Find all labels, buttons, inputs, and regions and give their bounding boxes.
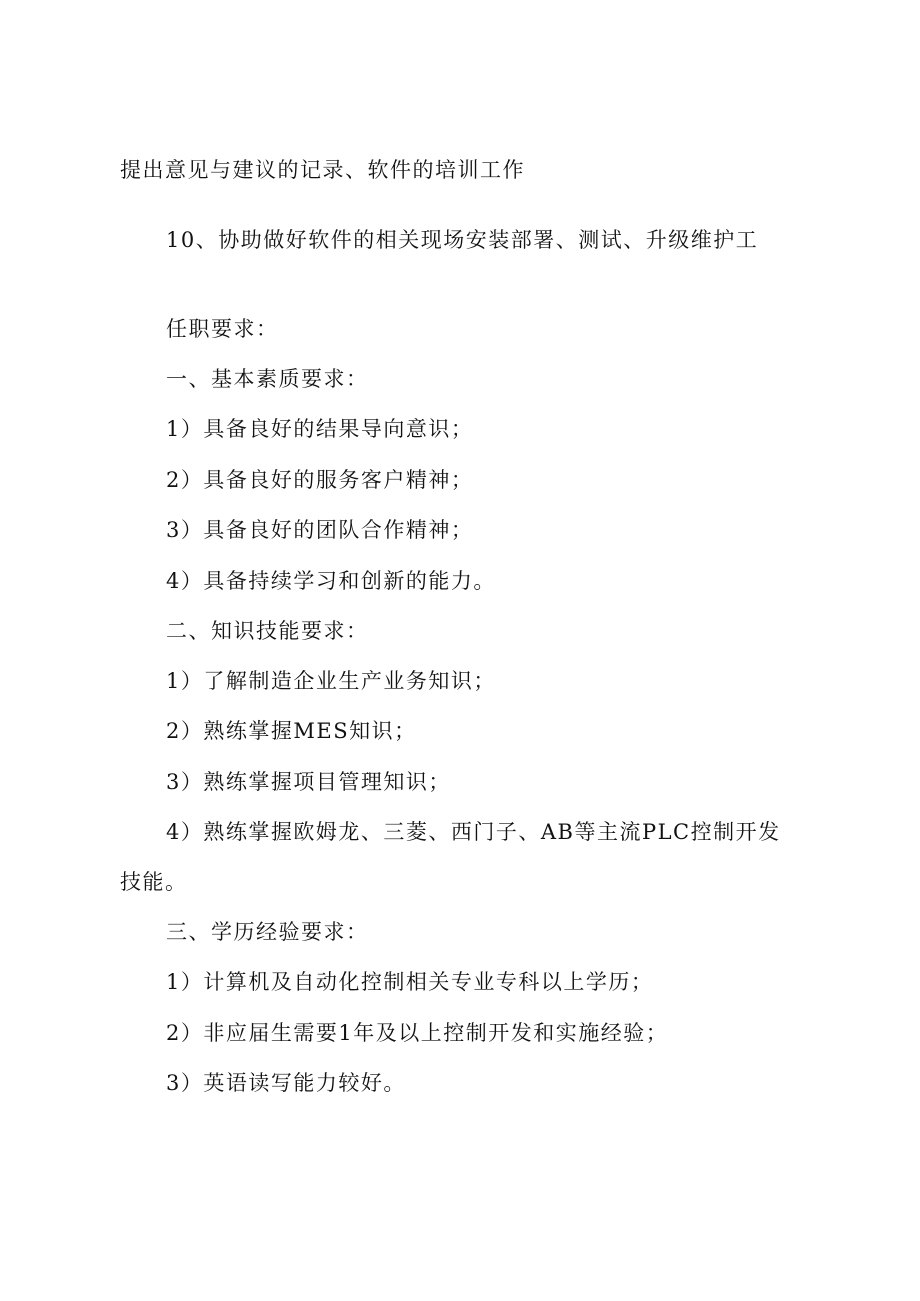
paragraph-line: 10、协助做好软件的相关现场安装部署、测试、升级维护工 — [166, 228, 759, 252]
section-heading: 三、学历经验要求： — [166, 920, 369, 944]
list-item-continuation: 技能。 — [120, 870, 188, 894]
list-item: 3）熟练掌握项目管理知识； — [166, 770, 451, 794]
list-item: 3）英语读写能力较好。 — [166, 1071, 406, 1095]
list-item: 1）了解制造企业生产业务知识； — [166, 669, 496, 693]
list-item: 1）具备良好的结果导向意识； — [166, 417, 474, 441]
list-item: 2）具备良好的服务客户精神； — [166, 468, 474, 492]
paragraph-line: 提出意见与建议的记录、软件的培训工作 — [120, 158, 525, 182]
section-heading: 任职要求： — [166, 317, 279, 341]
list-item: 2）非应届生需要1年及以上控制开发和实施经验； — [166, 1021, 669, 1045]
list-item: 1）计算机及自动化控制相关专业专科以上学历； — [166, 970, 654, 994]
list-item: 2）熟练掌握MES知识； — [166, 719, 417, 743]
list-item: 4）熟练掌握欧姆龙、三菱、西门子、AB等主流PLC控制开发 — [166, 820, 781, 844]
list-item: 4）具备持续学习和创新的能力。 — [166, 569, 496, 593]
section-heading: 二、知识技能要求： — [166, 619, 369, 643]
list-item: 3）具备良好的团队合作精神； — [166, 518, 474, 542]
section-heading: 一、基本素质要求： — [166, 367, 369, 391]
